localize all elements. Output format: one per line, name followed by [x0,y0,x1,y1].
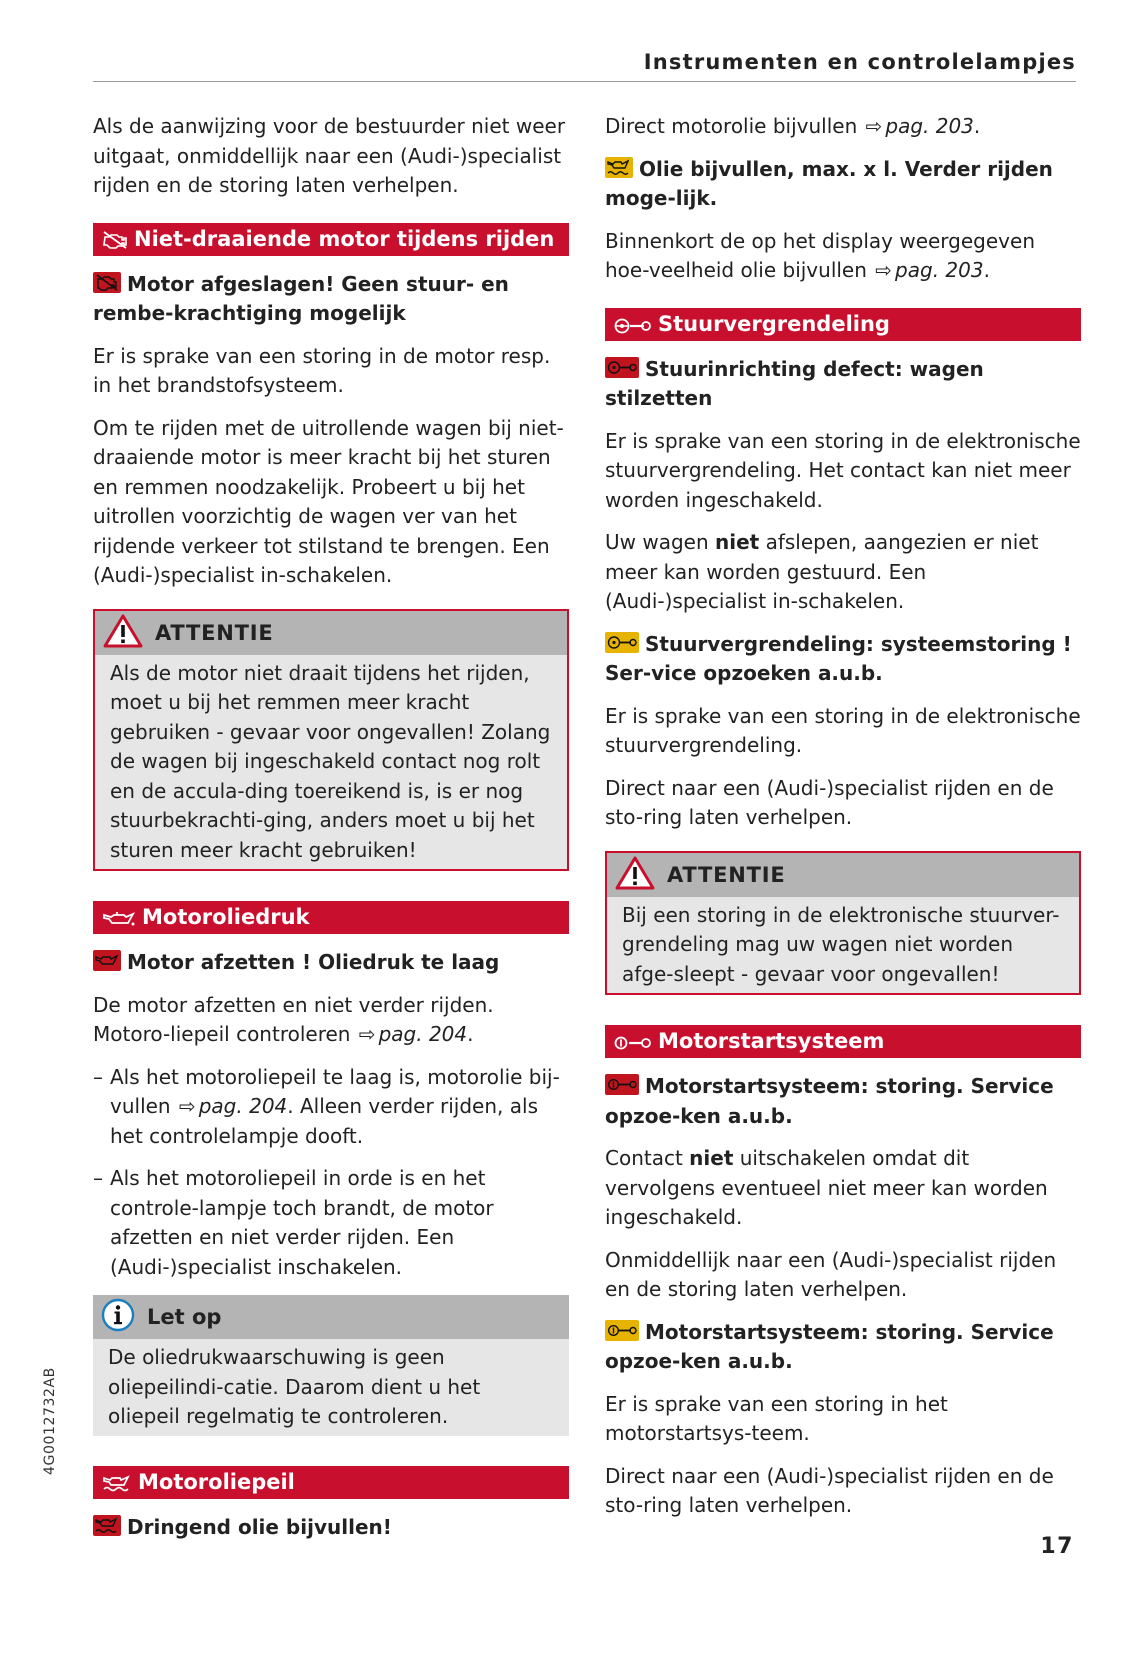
message-steering-defect [605,355,1081,414]
section-title: Motorstartsysteem [658,1029,885,1053]
attention-text: Als de motor niet draait tijdens het rijden, moet u bij het remmen meer kracht gebruiken - gevaar voor ongevallen! Zolang de wagen bij ingeschakeld contact nog rolt en de accula-ding toereikend is, is er nog stuurbekrachti-ging, anders moet u bij het sturen meer kracht gebruiken! [110,660,551,862]
page-header-title: Instrumenten en controlelampjes [643,50,1076,74]
paragraph: Contact niet uitschakelen omdat dit vervolgens eventueel niet meer kan worden ingeschakeld. [605,1146,1048,1229]
message-title: Motorstartsysteem: storing. Service opzoe-ken a.u.b. [605,1074,1054,1128]
steering-lock-icon [614,311,652,344]
reference-arrow-icon: ⇨ [178,1094,196,1118]
oil-can-icon [93,950,121,971]
section-heading-engine-stall [93,223,569,256]
message-oil-pressure-low [93,948,569,978]
note-header [93,1295,569,1339]
page-reference[interactable]: pag. 203 [885,114,974,138]
right-column [605,112,1081,1534]
reference-arrow-icon: ⇨ [865,114,883,138]
oil-level-icon [93,1515,121,1536]
steering-lock-icon [605,632,639,653]
paragraph: Direct naar een (Audi-)specialist rijden en de sto-ring laten verhelpen. [605,1463,1054,1517]
warning-triangle-icon [103,614,143,652]
page-reference[interactable]: pag. 203 [895,258,984,282]
section-title: Stuurvergrendeling [658,311,890,336]
message-title: Motor afgeslagen! Geen stuur- en rembe-krachtiging mogelijk [93,271,509,325]
oil-can-icon [102,904,136,937]
intro-paragraph: Als de aanwijzing voor de bestuurder niet weer uitgaat, onmiddellijk naar een (Audi-)specialist rijden en de storing laten verhelpen. [93,114,566,197]
section-heading-oil-level [93,1466,569,1499]
paragraph: Uw wagen niet afslepen, aangezien er niet meer kan worden gestuurd. Een (Audi-)specialist in-schakelen. [605,530,1039,613]
attention-box [605,851,1081,996]
oil-level-icon [605,157,633,178]
section-title: Niet-draaiende motor tijdens rijden [134,226,555,251]
warning-triangle-icon [615,856,655,894]
engine-off-icon [93,272,121,293]
engine-off-icon [102,226,128,259]
section-heading-steering-lock [605,308,1081,341]
section-heading-oil-pressure [93,901,569,934]
attention-header [95,611,567,655]
list-item: – Als het motoroliepeil in orde is en het controle-lampje toch brandt, de motor afzetten en niet verder rijden. Een (Audi-)specialist inschakelen. [93,1166,494,1279]
attention-title: ATTENTIE [667,862,786,887]
section-heading-engine-start [605,1025,1081,1058]
attention-title: ATTENTIE [155,620,274,645]
paragraph: Direct motorolie bijvullen ⇨ pag. 203. [605,112,1081,142]
paragraph: Onmiddellijk naar een (Audi-)specialist rijden en de storing laten verhelpen. [605,1247,1057,1301]
reference-arrow-icon: ⇨ [358,1022,376,1046]
message-engine-stalled [93,270,569,329]
attention-text: Bij een storing in de elektronische stuurver-grendeling mag uw wagen niet worden afge-sleept - gevaar voor ongevallen! [622,902,1060,986]
paragraph: Er is sprake van een storing in het motorstartsys-teem. [605,1391,948,1445]
note-box [93,1295,569,1436]
attention-box [93,609,569,872]
paragraph: Er is sprake van een storing in de motor resp. in het brandstofsysteem. [93,343,551,397]
paragraph: Er is sprake van een storing in de elektronische stuurvergrendeling. [605,703,1081,757]
oil-level-icon [102,1469,132,1502]
list-item: – Als het motoroliepeil te laag is, motorolie bij-vullen ⇨ pag. 204. Alleen verder rijden, als het controlelampje dooft. [93,1064,560,1148]
attention-header [607,853,1079,897]
paragraph: Binnenkort de op het display weergegeven hoe-veelheid olie bijvullen ⇨ pag. 203. [605,227,1081,286]
paragraph: Er is sprake van een storing in de elektronische stuurvergrendeling. Het contact kan niet meer worden ingeschakeld. [605,428,1081,512]
message-oil-refill [605,155,1081,214]
message-title: Stuurinrichting defect: wagen stilzetten [605,356,984,410]
message-title: Olie bijvullen, max. x l. Verder rijden moge-lijk. [605,156,1053,210]
key-start-icon [614,1028,652,1061]
paragraph: Om te rijden met de uitrollende wagen bij niet-draaiende motor is meer kracht bij het sturen en remmen noodzakelijk. Probeert u bij het uitrollen voorzichtig de wagen ver van het rijdende verkeer tot stilstand te brengen. Een (Audi-)specialist in-schakelen. [93,415,564,587]
page-reference[interactable]: pag. 204 [198,1094,288,1118]
message-title: Stuurvergrendeling: systeemstoring ! Ser-vice opzoeken a.u.b. [605,631,1072,685]
page-number: 17 [1040,1534,1074,1559]
key-start-icon [605,1074,639,1095]
message-start-system-fault-red [605,1072,1081,1131]
message-title: Motorstartsysteem: storing. Service opzoe-ken a.u.b. [605,1319,1054,1373]
page-reference[interactable]: pag. 204 [378,1022,468,1046]
paragraph: De motor afzetten en niet verder rijden. Motoro-liepeil controleren ⇨ pag. 204. [93,991,569,1050]
message-oil-refill-urgent [93,1513,569,1543]
note-title: Let op [147,1305,222,1329]
steering-lock-icon [605,357,639,378]
note-text: De oliedrukwaarschuwing is geen oliepeilindi-catie. Daarom dient u het oliepeil regelmatig te controleren. [108,1345,481,1428]
reference-arrow-icon: ⇨ [875,258,893,282]
message-title: Motor afzetten ! Oliedruk te laag [127,950,500,974]
header-divider [93,81,1076,82]
paragraph: Direct naar een (Audi-)specialist rijden en de sto-ring laten verhelpen. [605,775,1054,829]
message-title: Dringend olie bijvullen! [127,1514,392,1539]
document-code: 4G0012732AB [42,1367,58,1475]
key-start-icon [605,1320,639,1341]
left-column [93,112,569,1555]
message-start-system-fault-yellow [605,1318,1081,1377]
section-title: Motoroliedruk [142,905,310,929]
section-title: Motoroliepeil [138,1469,295,1494]
message-steering-system-fault [605,630,1081,689]
info-icon [101,1298,135,1336]
